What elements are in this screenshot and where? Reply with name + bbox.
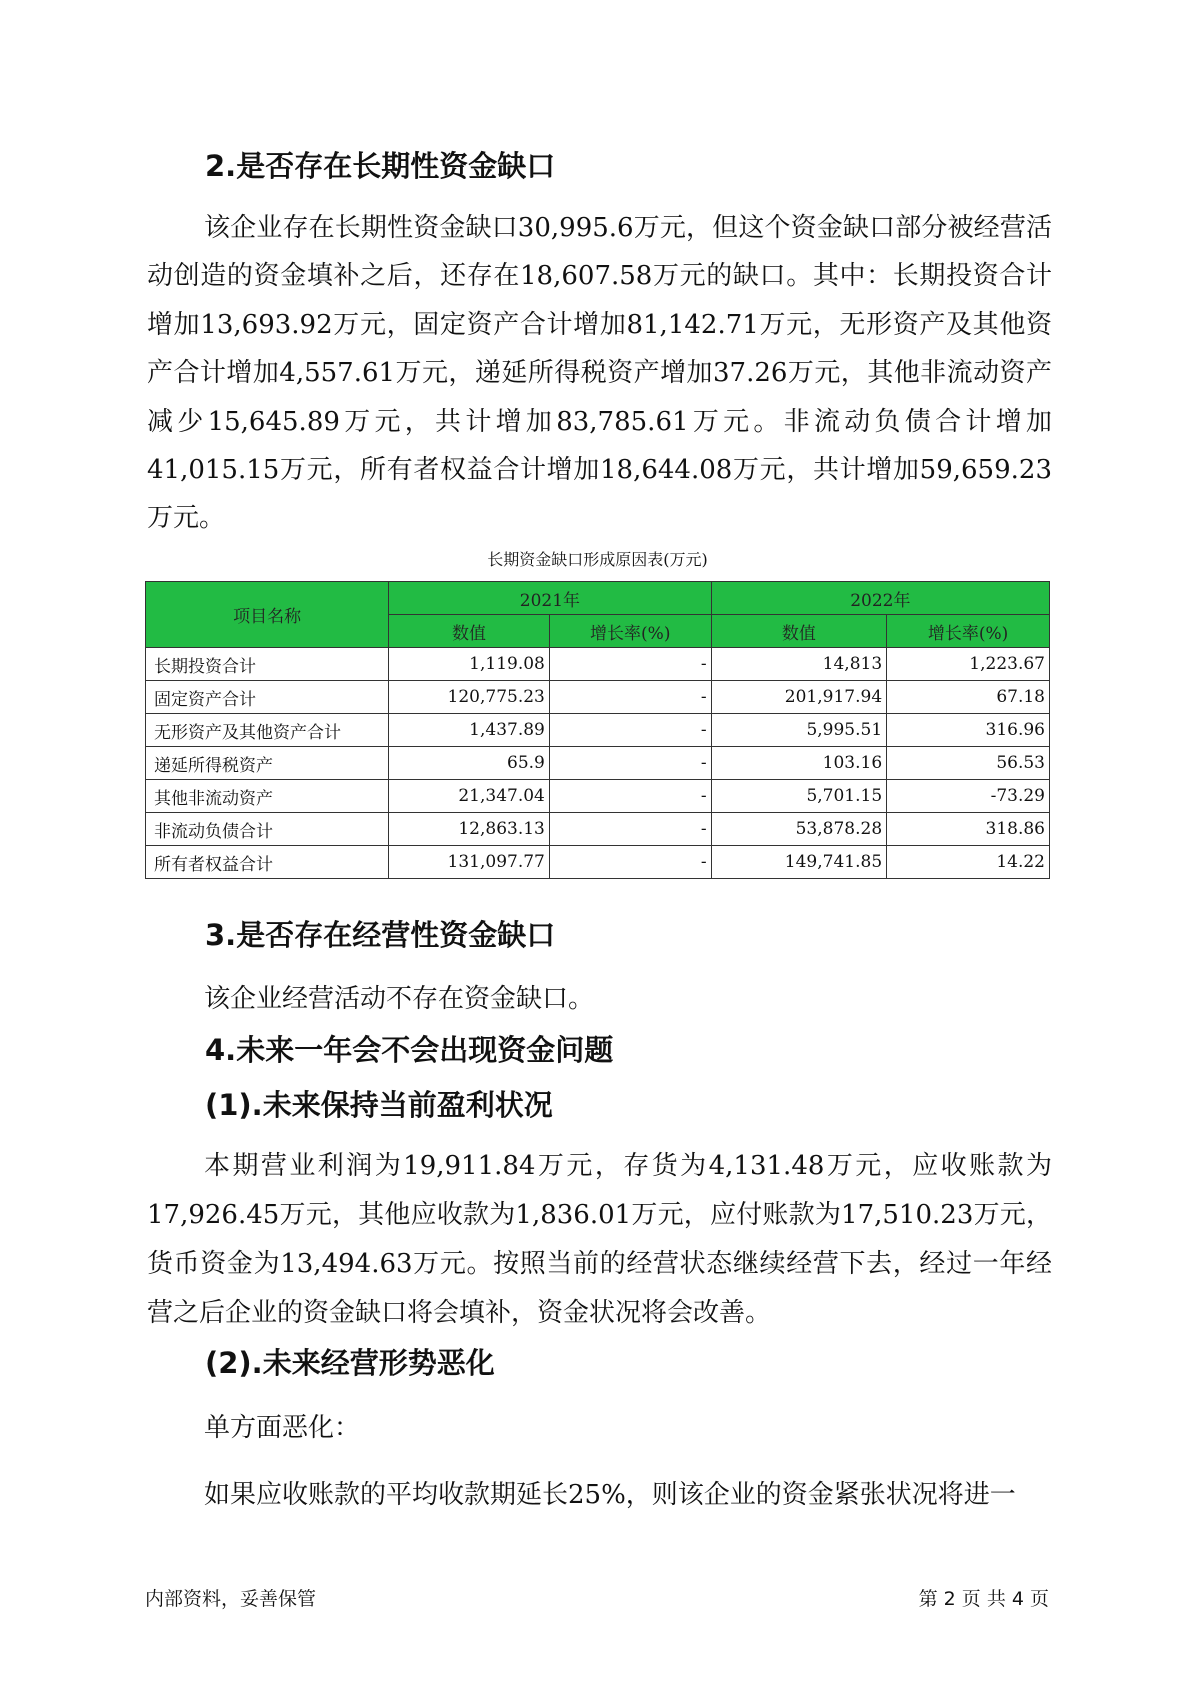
- header-item-name: 项目名称: [146, 582, 389, 648]
- table-row: [146, 747, 1050, 780]
- section-4-2-subheading: 单方面恶化：: [204, 1413, 361, 1443]
- section-2-heading: 2.是否存在长期性资金缺口: [205, 149, 556, 183]
- section-4-1-heading: (1).未来保持当前盈利状况: [205, 1088, 553, 1122]
- row-2021-growth: -: [549, 681, 711, 714]
- table-row: [146, 846, 1050, 879]
- row-name: 所有者权益合计: [146, 846, 389, 879]
- row-name: 其他非流动资产: [146, 780, 389, 813]
- footer-page-number: 第 2 页 共 4 页: [918, 1588, 1049, 1610]
- row-2021-value: 21,347.04: [389, 780, 550, 813]
- row-2021-growth: -: [549, 780, 711, 813]
- table-row: [146, 648, 1050, 681]
- row-2022-value: 5,701.15: [711, 780, 887, 813]
- row-2022-growth: 56.53: [887, 747, 1050, 780]
- row-name: 非流动负债合计: [146, 813, 389, 846]
- table-row: [146, 780, 1050, 813]
- row-name: 无形资产及其他资产合计: [146, 714, 389, 747]
- header-2021-value: 数值: [389, 615, 550, 648]
- row-2022-value: 5,995.51: [711, 714, 887, 747]
- table-row: [146, 681, 1050, 714]
- row-2022-growth: 1,223.67: [887, 648, 1050, 681]
- row-2022-value: 53,878.28: [711, 813, 887, 846]
- header-2021-growth: 增长率(%): [549, 615, 711, 648]
- row-2022-growth: 318.86: [887, 813, 1050, 846]
- row-2021-growth: -: [549, 747, 711, 780]
- row-2022-growth: 14.22: [887, 846, 1050, 879]
- row-2021-value: 12,863.13: [389, 813, 550, 846]
- row-2021-growth: -: [549, 813, 711, 846]
- table-row: [146, 714, 1050, 747]
- row-2022-value: 201,917.94: [711, 681, 887, 714]
- footer-confidential: 内部资料，妥善保管: [145, 1588, 317, 1610]
- section-4-2-paragraph: 如果应收账款的平均收款期延长25%，则该企业的资金紧张状况将进一: [204, 1480, 1016, 1510]
- row-2021-value: 131,097.77: [389, 846, 550, 879]
- section-3-paragraph: 该企业经营活动不存在资金缺口。: [204, 984, 595, 1014]
- row-2022-growth: 67.18: [887, 681, 1050, 714]
- row-name: 递延所得税资产: [146, 747, 389, 780]
- header-2022-value: 数值: [711, 615, 887, 648]
- header-2022-growth: 增长率(%): [887, 615, 1050, 648]
- row-2021-value: 1,119.08: [389, 648, 550, 681]
- row-2021-value: 1,437.89: [389, 714, 550, 747]
- row-name: 固定资产合计: [146, 681, 389, 714]
- row-2021-value: 65.9: [389, 747, 550, 780]
- section-4-1-paragraph: 本期营业利润为19,911.84万元，存货为4,131.48万元，应收账款为17,926.45万元，其他应收款为1,836.01万元，应付账款为17,510.23万元，货币资金为13,494.63万元。按照当前的经营状态继续经营下去，经过一年经营之后企业的资金缺口将会填补，资金状况将会改善。: [147, 1151, 1052, 1328]
- table-row: [146, 813, 1050, 846]
- section-2-paragraph: 该企业存在长期性资金缺口30,995.6万元，但这个资金缺口部分被经营活动创造的资金填补之后，还存在18,607.58万元的缺口。其中：长期投资合计增加13,693.92万元，固定资产合计增加81,142.71万元，无形资产及其他资产合计增加4,557.61万元，递延所得税资产增加37.26万元，其他非流动资产减少15,645.89万元，共计增加83,785.61万元。非流动负债合计增加41,015.15万元，所有者权益合计增加18,644.08万元，共计增加59,659.23万元。: [147, 213, 1052, 534]
- row-2021-growth: -: [549, 714, 711, 747]
- row-2022-growth: 316.96: [887, 714, 1050, 747]
- section-4-2-heading: (2).未来经营形势恶化: [205, 1346, 495, 1380]
- row-2022-value: 103.16: [711, 747, 887, 780]
- row-2022-value: 14,813: [711, 648, 887, 681]
- section-3-heading: 3.是否存在经营性资金缺口: [205, 918, 556, 952]
- table-caption: 长期资金缺口形成原因表(万元): [487, 550, 708, 569]
- row-2022-value: 149,741.85: [711, 846, 887, 879]
- row-2021-growth: -: [549, 648, 711, 681]
- row-2022-growth: -73.29: [887, 780, 1050, 813]
- row-2021-value: 120,775.23: [389, 681, 550, 714]
- header-year-2021: 2021年: [389, 582, 711, 615]
- row-name: 长期投资合计: [146, 648, 389, 681]
- header-year-2022: 2022年: [711, 582, 1049, 615]
- row-2021-growth: -: [549, 846, 711, 879]
- section-4-heading: 4.未来一年会不会出现资金问题: [205, 1033, 614, 1067]
- long-term-gap-table: [145, 581, 1050, 879]
